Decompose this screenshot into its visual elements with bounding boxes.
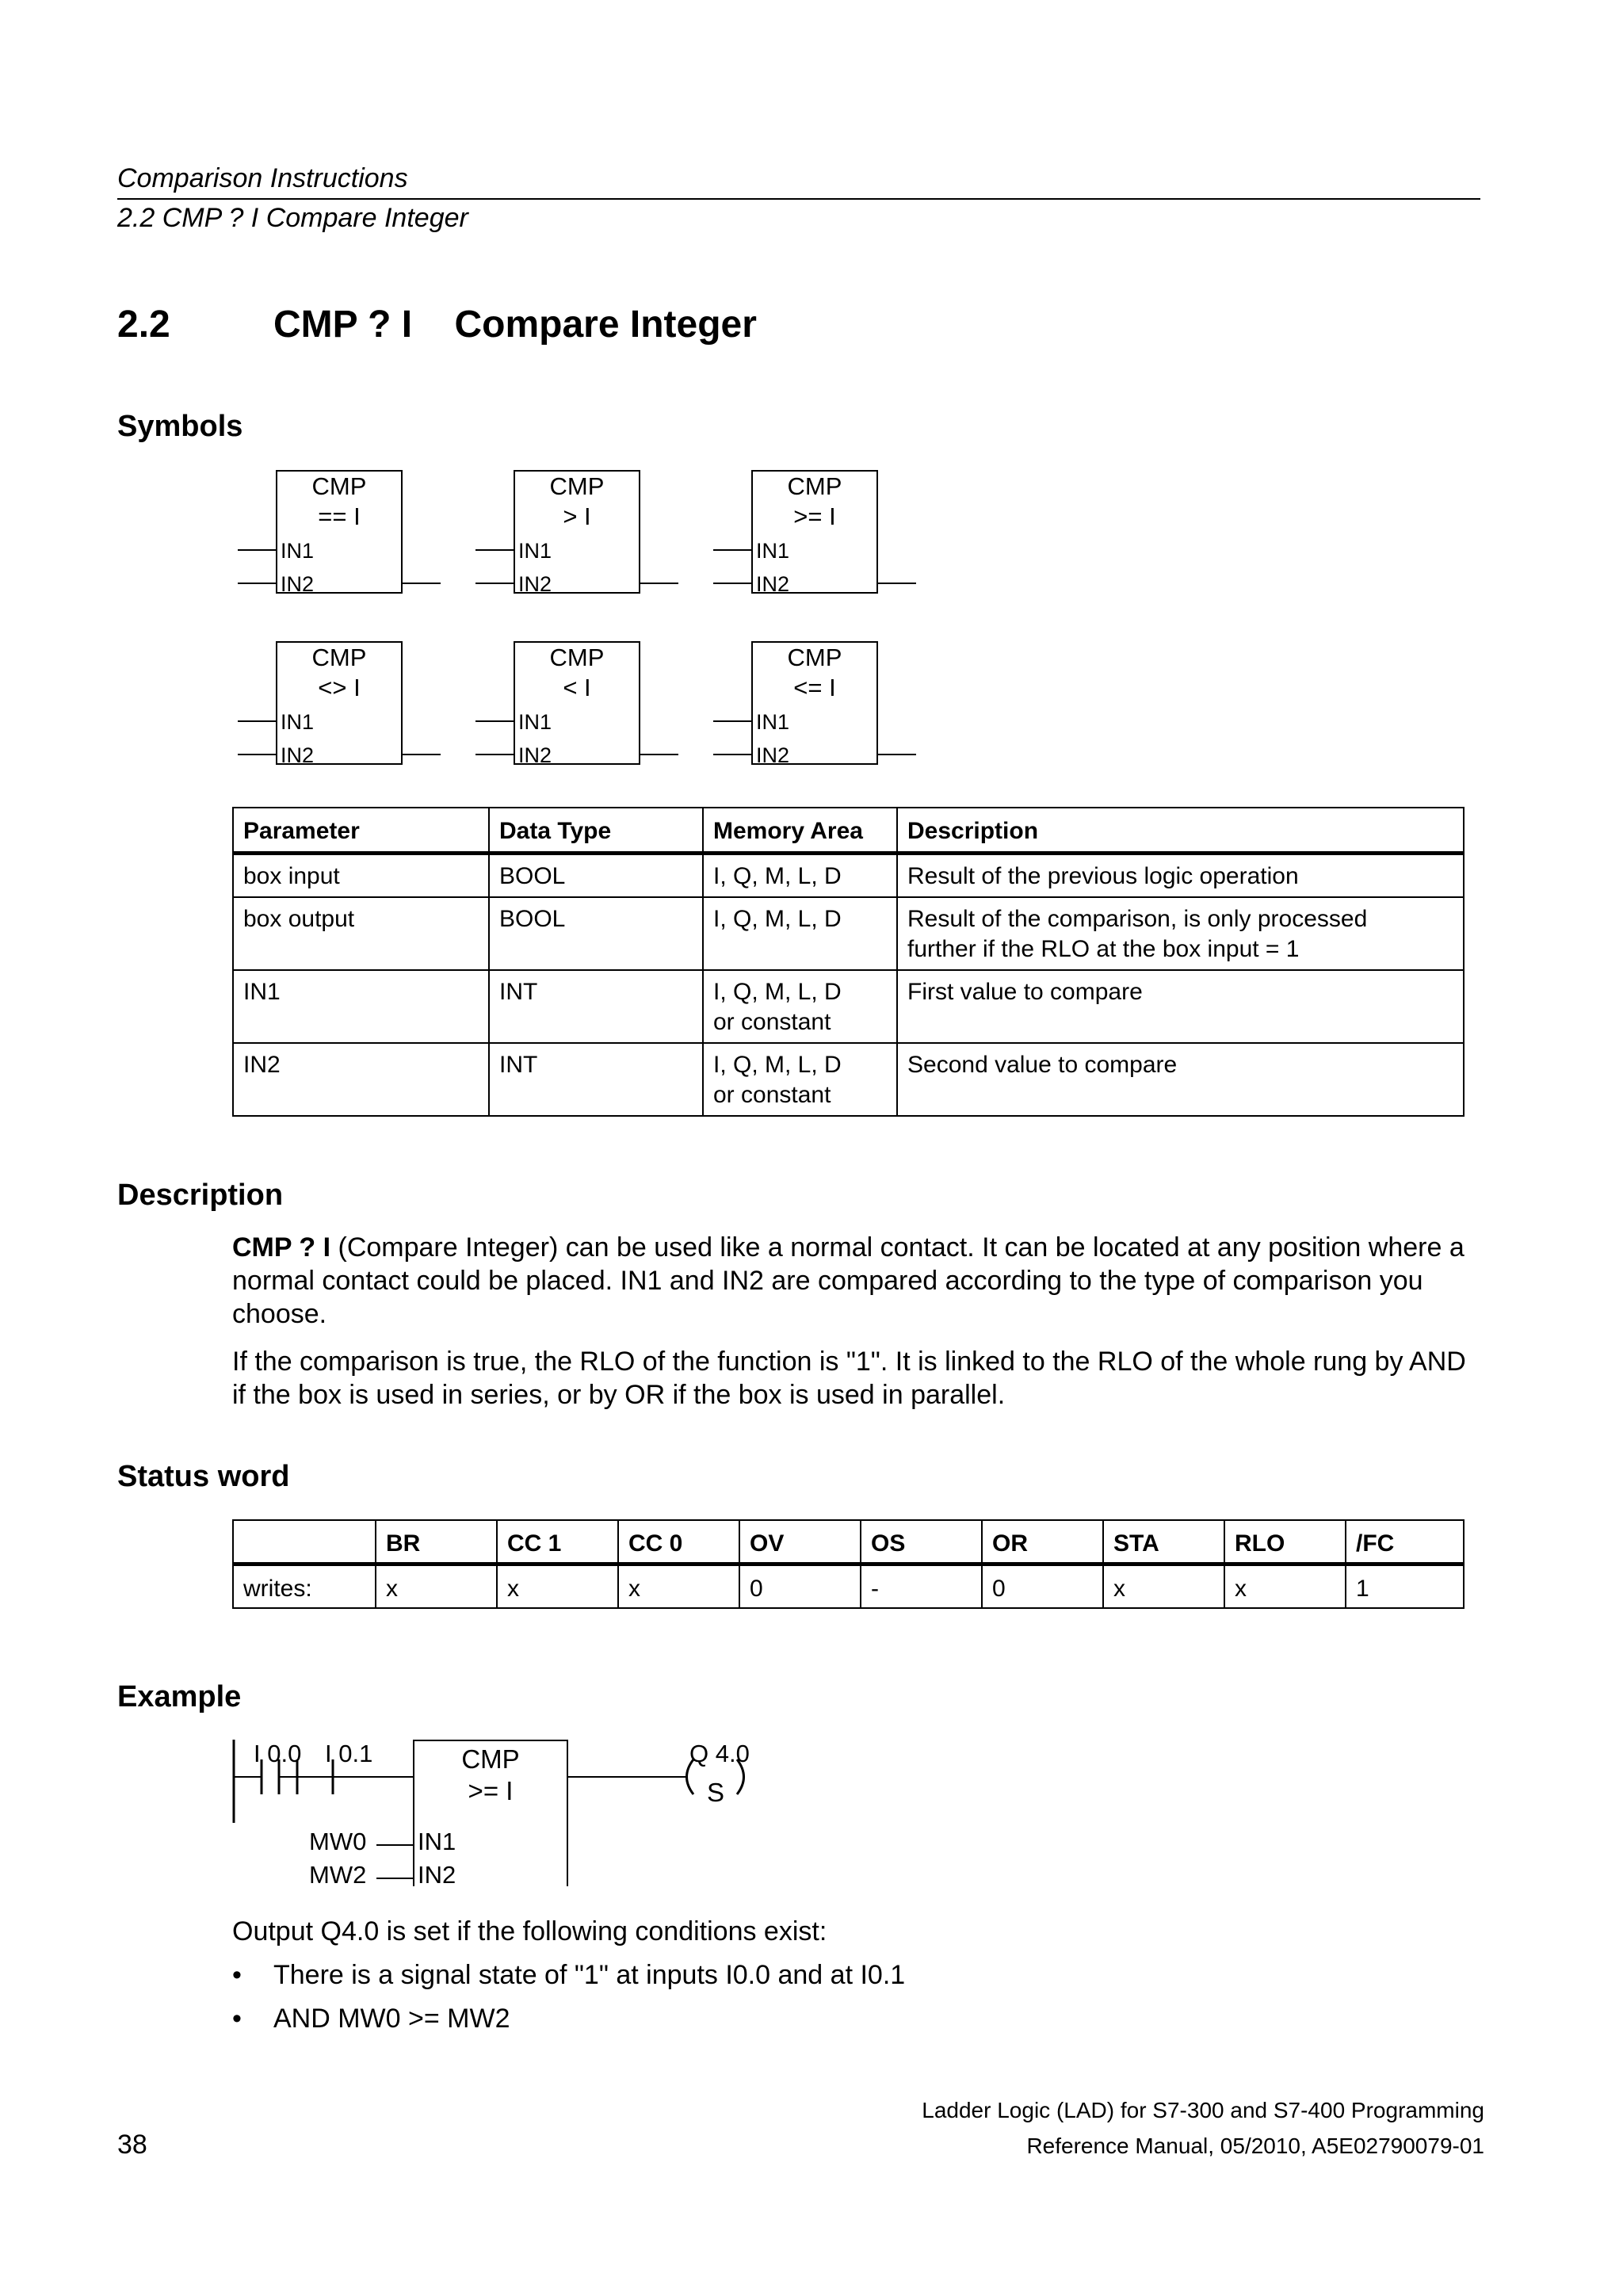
status-word-heading: Status word [117,1460,290,1493]
symbol-in1: IN1 [756,710,790,734]
symbol-name: CMP [787,644,842,671]
wire-out [640,754,678,755]
example-box-name: CMP [461,1744,520,1774]
status-word-table [232,1519,1465,1609]
operand-mw2: MW2 [309,1861,367,1889]
status-header-cell: STA [1103,1520,1224,1564]
cell-desc [897,897,1464,970]
cell-desc-line: Result of the previous logic operation [907,863,1299,889]
description-text: (Compare Integer) can be used like a normal contact. It can be located at any position where a normal contact could be placed. IN1 and IN2 are compared according to the type of comparison you choose. [232,1232,1465,1329]
status-value-cell: x [497,1564,618,1609]
symbol-name: CMP [549,644,605,671]
contact-label-i00: I 0.0 [254,1740,302,1767]
symbol-in2: IN2 [518,572,552,596]
cell-type: INT [489,970,703,1043]
wire-out [640,583,678,584]
example-intro: Output Q4.0 is set if the following conditions exist: [232,1916,827,1946]
symbol-cmp-eq [276,470,403,594]
symbol-op: <= I [793,674,836,701]
example-box-op: >= I [468,1776,514,1805]
symbol-name: CMP [787,472,842,500]
cell-desc-line: Second value to compare [907,1052,1178,1078]
wire-in2 [475,754,514,755]
status-value-cell: x [1103,1564,1224,1609]
cell-desc [897,1043,1464,1116]
cell-param: box output [233,897,489,970]
status-values-row [233,1564,1464,1609]
symbol-cmp-ne [276,641,403,765]
footer-line-2: Reference Manual, 05/2010, A5E02790079-01 [1026,2134,1484,2158]
symbol-in2: IN2 [756,572,790,596]
cell-type: INT [489,1043,703,1116]
symbol-cmp-gt [514,470,640,594]
status-header-cell [233,1520,376,1564]
status-header-row [233,1520,1464,1564]
cell-area-line: I, Q, M, L, D [713,979,842,1005]
status-header-cell: OR [982,1520,1103,1564]
wire-in1 [713,549,751,551]
coil-set-label: S [706,1778,724,1807]
running-header-chapter: Comparison Instructions [117,163,408,193]
col-header-memory-area: Memory Area [703,808,897,854]
status-value-cell: x [618,1564,739,1609]
symbol-cmp-le [751,641,878,765]
cell-area-line: I, Q, M, L, D [713,1052,842,1078]
wire-out [878,583,916,584]
symbol-cmp-lt [514,641,640,765]
status-header-cell: OV [739,1520,861,1564]
description-heading: Description [117,1179,284,1212]
symbol-in1: IN1 [518,710,552,734]
wire-in2 [475,583,514,584]
status-value-cell: writes: [233,1564,376,1609]
wire-in1 [713,720,751,722]
status-value-cell: 0 [982,1564,1103,1609]
instruction-name: CMP ? I [232,1232,331,1263]
example-box-in1: IN1 [418,1828,456,1855]
symbol-name: CMP [311,472,367,500]
contact-label-i01: I 0.1 [325,1740,373,1767]
cell-desc [897,970,1464,1043]
example-heading: Example [117,1680,242,1713]
status-header-cell: CC 0 [618,1520,739,1564]
cell-type: BOOL [489,897,703,970]
cell-area-line: or constant [713,1009,831,1035]
list-item-text: AND MW0 >= MW2 [273,2004,510,2034]
symbols-heading: Symbols [117,410,243,443]
table-row [233,970,1464,1043]
status-header-cell: BR [376,1520,497,1564]
wire-out [878,754,916,755]
status-header-cell: CC 1 [497,1520,618,1564]
symbol-in1: IN1 [756,539,790,563]
wire-in2 [238,583,276,584]
cell-desc [897,854,1464,898]
wire-in2 [713,583,751,584]
description-paragraph-2: If the comparison is true, the RLO of the function is "1". It is linked to the RLO of the whole rung by AND if the box is used in series, or by OR if the box is used in parallel. [232,1347,1466,1410]
wire-in2 [238,754,276,755]
symbol-cmp-ge [751,470,878,594]
bullet-icon: • [232,1960,242,1990]
cell-desc-line: First value to compare [907,979,1143,1005]
list-item-text: There is a signal state of "1" at inputs I0.0 and at I0.1 [273,1960,906,1990]
status-header-cell: RLO [1224,1520,1346,1564]
col-header-parameter: Parameter [233,808,489,854]
symbol-in2: IN2 [281,572,315,596]
cell-area-line: I, Q, M, L, D [713,863,842,889]
page-number: 38 [117,2130,147,2160]
cell-area-line: I, Q, M, L, D [713,906,842,932]
wire-in1 [475,720,514,722]
symbol-op: < I [563,674,591,701]
symbol-in2: IN2 [281,743,315,767]
cell-param: box input [233,854,489,898]
table-header-row [233,808,1464,854]
cell-area [703,897,897,970]
symbol-in2: IN2 [756,743,790,767]
status-value-cell: 1 [1346,1564,1464,1609]
cell-param: IN1 [233,970,489,1043]
wire-out [403,754,441,755]
parameter-table [232,807,1465,1117]
symbol-op: <> I [318,674,361,701]
symbol-name: CMP [311,644,367,671]
status-value-cell: x [1224,1564,1346,1609]
description-paragraph-1 [232,1231,1468,1331]
status-value-cell: - [861,1564,982,1609]
wire-out [403,583,441,584]
table-row [233,897,1464,970]
symbol-op: >= I [793,502,836,530]
section-title: CMP ? I Compare Integer [273,304,757,346]
cell-desc-line: further if the RLO at the box input = 1 [907,936,1300,962]
symbol-op: == I [318,502,361,530]
cell-area [703,854,897,898]
col-header-data-type: Data Type [489,808,703,854]
symbol-in1: IN1 [518,539,552,563]
status-value-cell: 0 [739,1564,861,1609]
running-header-section: 2.2 CMP ? I Compare Integer [117,203,468,233]
operand-mw0: MW0 [309,1828,367,1855]
symbol-in1: IN1 [281,710,315,734]
cell-area [703,1043,897,1116]
wire-in1 [238,720,276,722]
status-header-cell: OS [861,1520,982,1564]
list-item [232,2002,510,2035]
symbol-in1: IN1 [281,539,315,563]
status-header-cell: /FC [1346,1520,1464,1564]
footer-line-1: Ladder Logic (LAD) for S7-300 and S7-400 Programming [922,2098,1484,2122]
symbol-op: > I [563,502,591,530]
cell-area [703,970,897,1043]
coil-address: Q 4.0 [689,1740,750,1767]
header-rule [117,198,1480,200]
col-header-description: Description [897,808,1464,854]
symbol-in2: IN2 [518,743,552,767]
section-number: 2.2 [117,304,170,346]
cell-type: BOOL [489,854,703,898]
wire-in1 [475,549,514,551]
bullet-icon: • [232,2004,242,2034]
status-value-cell: x [376,1564,497,1609]
wire-in1 [238,549,276,551]
wire-in2 [713,754,751,755]
symbol-name: CMP [549,472,605,500]
cell-desc-line: Result of the comparison, is only processed [907,906,1368,932]
list-item [232,1958,906,1992]
table-row [233,1043,1464,1116]
example-box-in2: IN2 [418,1861,456,1889]
table-row [233,854,1464,898]
cell-param: IN2 [233,1043,489,1116]
cell-area-line: or constant [713,1082,831,1108]
